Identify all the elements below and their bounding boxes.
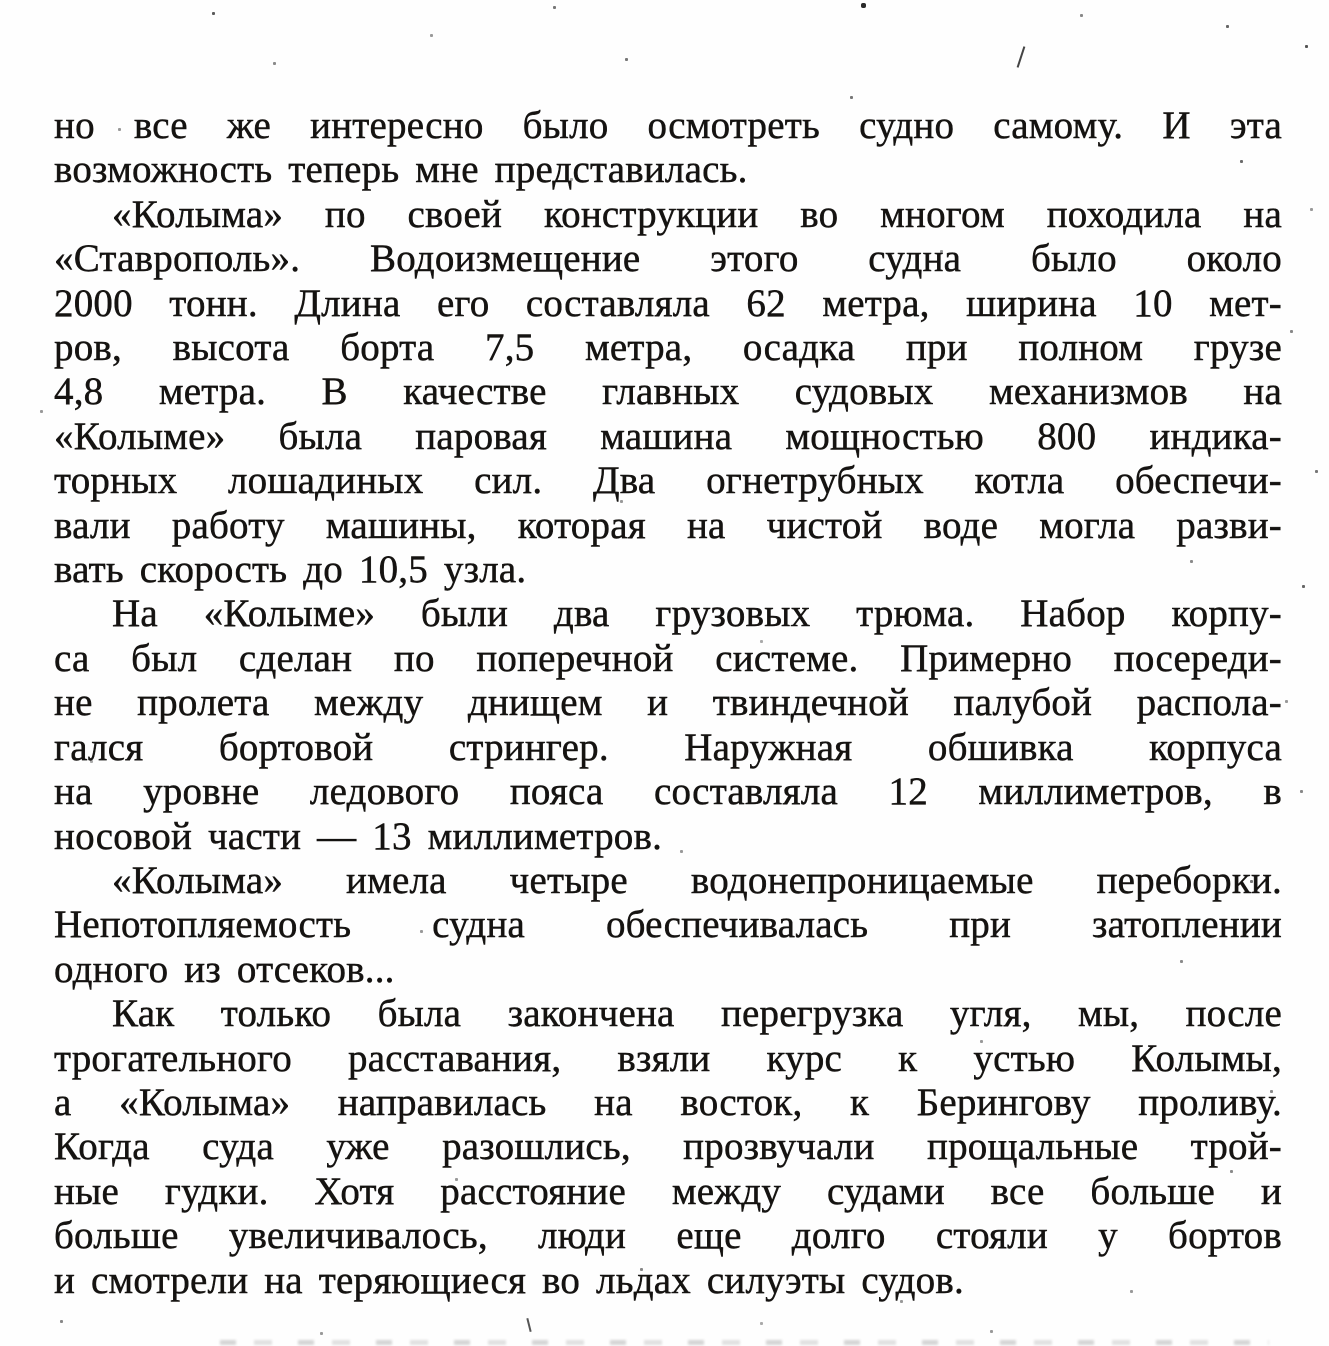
text-line: ные гудки. Хотя расстояние между судами все больше и [54,1169,1282,1213]
text-line: вали работу машины, которая на чистой воде могла разви- [54,503,1282,547]
text-line: одного из отсеков... [54,947,395,991]
text-line: «Ставрополь». Водоизмещение этого судна было около [54,237,1282,281]
text-line: «Колыма» имела четыре водонепроницаемые переборки. [112,858,1282,902]
text-line: трогательного расставания, взяли курс к устью Колымы, [54,1036,1282,1080]
text-line: Когда суда уже разошлись, прозвучали прощальные трой- [54,1125,1282,1169]
text-line: а «Колыма» направилась на восток, к Берингову проливу. [54,1080,1282,1124]
text-line: носовой части — 13 миллиметров. [54,814,663,858]
text-line: но все же интересно было осмотреть судно самому. И эта [54,104,1282,147]
text-line: возможность теперь мне представилась. [54,148,748,192]
scan-artifact-slash [526,1318,531,1332]
text-line: На «Колыме» были два грузовых трюма. Набор корпу- [112,592,1282,636]
text-line: са был сделан по поперечной системе. Примерно посереди- [54,636,1282,680]
scan-artifact-slash [1017,46,1026,68]
text-line: больше увеличивалось, люди еще долго стояли у бортов [54,1214,1282,1258]
text-line: и смотрели на теряющиеся во льдах силуэты судов. [54,1258,964,1302]
text-line: гался бортовой стрингер. Наружная обшивка корпуса [54,725,1282,769]
text-line: вать скорость до 10,5 узла. [54,548,527,592]
text-line: 2000 тонн. Длина его составляла 62 метра, ширина 10 мет- [54,281,1282,325]
text-line: ров, высота борта 7,5 метра, осадка при полном грузе [54,326,1282,370]
text-line: Как только была закончена перегрузка угля, мы, после [112,992,1282,1036]
text-line: Непотопляемость судна обеспечивалась при затоплении [54,903,1282,947]
page-text [54,104,1282,1303]
text-line: 4,8 метра. В качестве главных судовых механизмов на [54,370,1282,414]
text-line: «Колыма» по своей конструкции во многом походила на [112,192,1282,236]
text-line: «Колыме» была паровая машина мощностью 800 индика- [54,414,1282,458]
text-line: на уровне ледового пояса составляла 12 миллиметров, в [54,770,1282,814]
text-line: торных лошадиных сил. Два огнетрубных котла обеспечи- [54,459,1282,503]
text-line: не пролета между днищем и твиндечной палубой распола- [54,681,1282,725]
cutoff-next-line [220,1340,1269,1345]
